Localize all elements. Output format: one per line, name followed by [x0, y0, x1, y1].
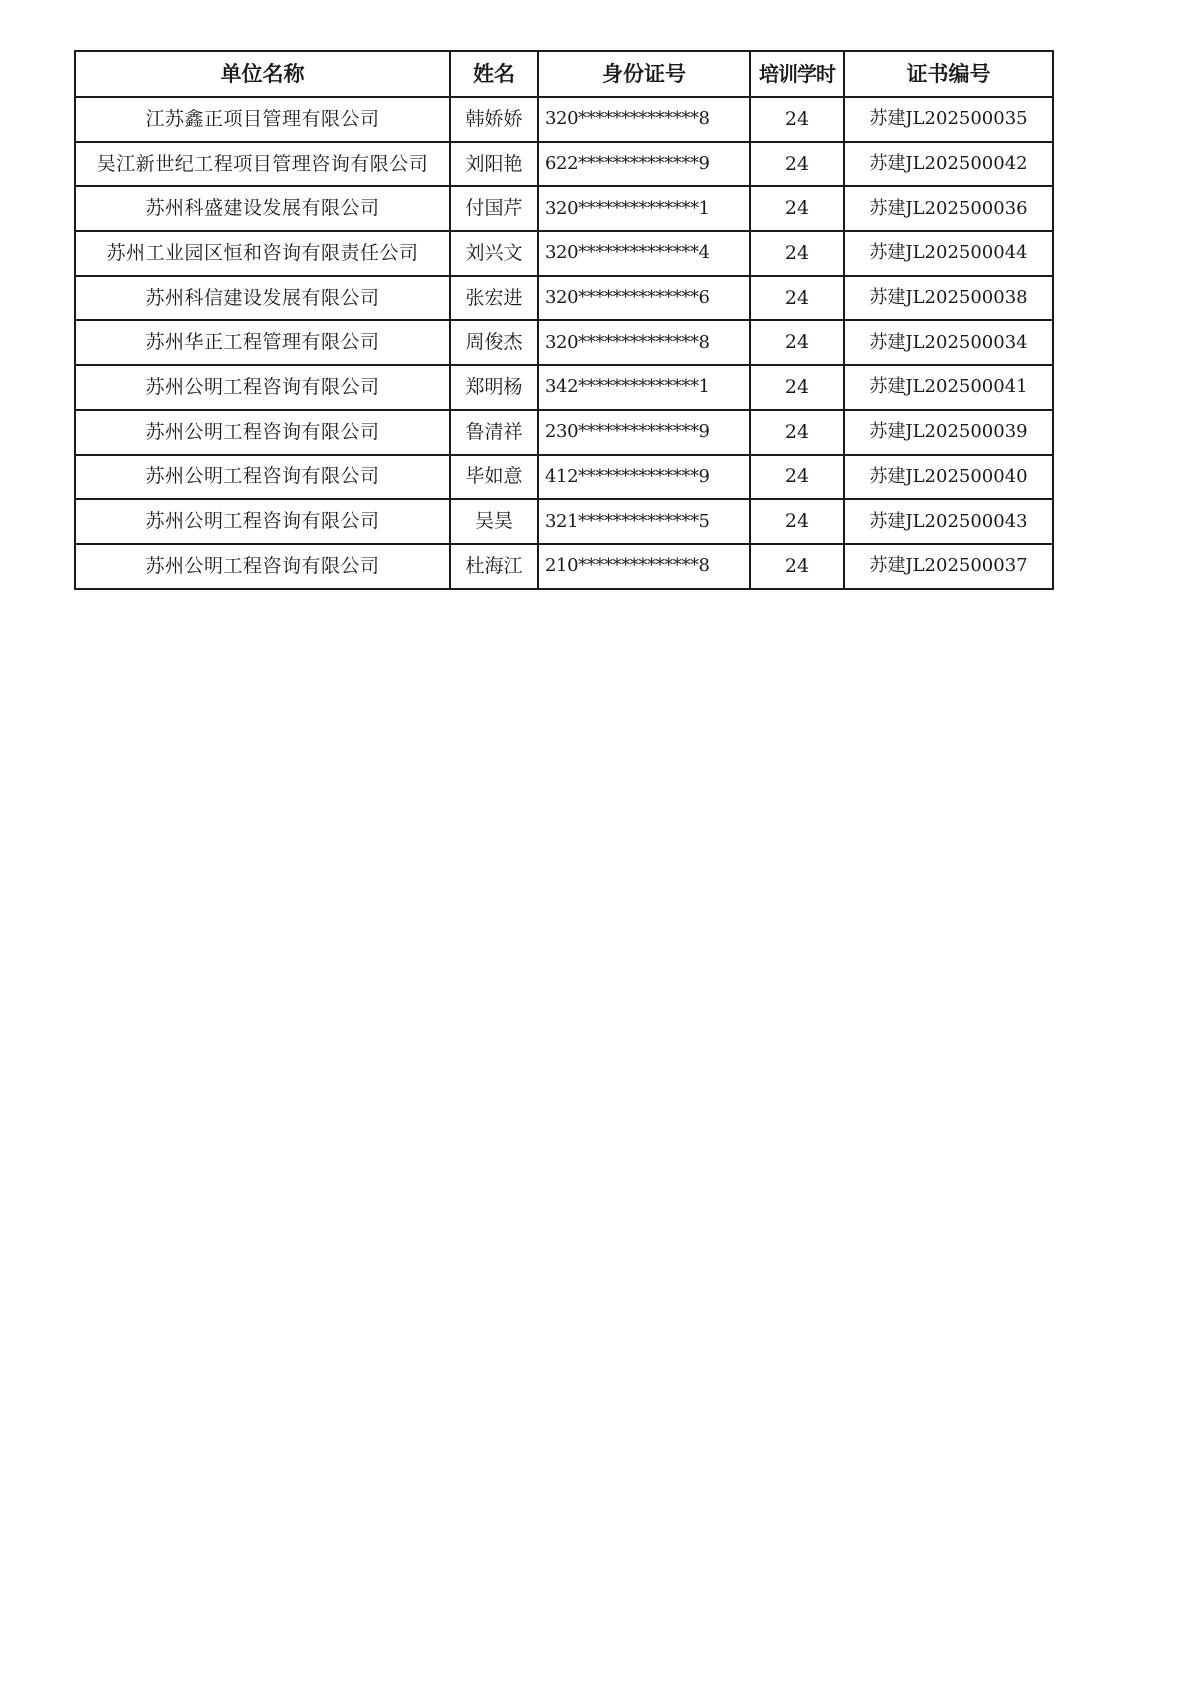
- table-row: [75, 365, 1053, 410]
- hours-cell: 24: [750, 365, 844, 410]
- id-number-cell: 320**************1: [538, 186, 750, 231]
- name-cell: 鲁清祥: [450, 410, 538, 455]
- column-header-certificate: 证书编号: [844, 51, 1053, 97]
- name-cell: 付国芹: [450, 186, 538, 231]
- hours-cell: 24: [750, 97, 844, 142]
- table-row: [75, 142, 1053, 187]
- name-cell: 毕如意: [450, 455, 538, 500]
- certificate-cell: 苏建JL202500037: [844, 544, 1053, 589]
- id-number-cell: 342**************1: [538, 365, 750, 410]
- unit-cell: 苏州科盛建设发展有限公司: [75, 186, 450, 231]
- id-number-cell: 622**************9: [538, 142, 750, 187]
- table-row: [75, 544, 1053, 589]
- table-row: [75, 276, 1053, 321]
- column-header-id-number: 身份证号: [538, 51, 750, 97]
- unit-cell: 苏州科信建设发展有限公司: [75, 276, 450, 321]
- name-cell: 周俊杰: [450, 320, 538, 365]
- certificate-cell: 苏建JL202500043: [844, 499, 1053, 544]
- unit-cell: 苏州工业园区恒和咨询有限责任公司: [75, 231, 450, 276]
- id-number-cell: 412**************9: [538, 455, 750, 500]
- unit-cell: 苏州公明工程咨询有限公司: [75, 499, 450, 544]
- unit-cell: 苏州华正工程管理有限公司: [75, 320, 450, 365]
- certificate-cell: 苏建JL202500038: [844, 276, 1053, 321]
- certificate-cell: 苏建JL202500039: [844, 410, 1053, 455]
- table-row: [75, 499, 1053, 544]
- id-number-cell: 320**************4: [538, 231, 750, 276]
- certificate-cell: 苏建JL202500042: [844, 142, 1053, 187]
- id-number-cell: 320**************8: [538, 320, 750, 365]
- table-row: [75, 320, 1053, 365]
- hours-cell: 24: [750, 231, 844, 276]
- table-row: [75, 410, 1053, 455]
- column-header-name: 姓名: [450, 51, 538, 97]
- table-row: [75, 231, 1053, 276]
- hours-cell: 24: [750, 320, 844, 365]
- name-cell: 吴昊: [450, 499, 538, 544]
- certificate-cell: 苏建JL202500035: [844, 97, 1053, 142]
- unit-cell: 苏州公明工程咨询有限公司: [75, 410, 450, 455]
- certificate-cell: 苏建JL202500034: [844, 320, 1053, 365]
- column-header-unit: 单位名称: [75, 51, 450, 97]
- certificate-cell: 苏建JL202500041: [844, 365, 1053, 410]
- unit-cell: 江苏鑫正项目管理有限公司: [75, 97, 450, 142]
- hours-cell: 24: [750, 186, 844, 231]
- hours-cell: 24: [750, 544, 844, 589]
- id-number-cell: 320**************6: [538, 276, 750, 321]
- name-cell: 刘阳艳: [450, 142, 538, 187]
- id-number-cell: 320**************8: [538, 97, 750, 142]
- table-row: [75, 186, 1053, 231]
- unit-cell: 苏州公明工程咨询有限公司: [75, 544, 450, 589]
- name-cell: 杜海江: [450, 544, 538, 589]
- hours-cell: 24: [750, 499, 844, 544]
- id-number-cell: 230**************9: [538, 410, 750, 455]
- certificate-cell: 苏建JL202500036: [844, 186, 1053, 231]
- hours-cell: 24: [750, 142, 844, 187]
- column-header-hours: 培训学时: [750, 51, 844, 97]
- id-number-cell: 321**************5: [538, 499, 750, 544]
- name-cell: 刘兴文: [450, 231, 538, 276]
- unit-cell: 苏州公明工程咨询有限公司: [75, 455, 450, 500]
- name-cell: 张宏进: [450, 276, 538, 321]
- unit-cell: 吴江新世纪工程项目管理咨询有限公司: [75, 142, 450, 187]
- id-number-cell: 210**************8: [538, 544, 750, 589]
- table-row: [75, 97, 1053, 142]
- table-row: [75, 455, 1053, 500]
- certificate-cell: 苏建JL202500040: [844, 455, 1053, 500]
- hours-cell: 24: [750, 410, 844, 455]
- hours-cell: 24: [750, 455, 844, 500]
- unit-cell: 苏州公明工程咨询有限公司: [75, 365, 450, 410]
- hours-cell: 24: [750, 276, 844, 321]
- certificate-cell: 苏建JL202500044: [844, 231, 1053, 276]
- training-certificate-table: [74, 50, 1054, 590]
- name-cell: 韩娇娇: [450, 97, 538, 142]
- table-header-row: [75, 51, 1053, 97]
- name-cell: 郑明杨: [450, 365, 538, 410]
